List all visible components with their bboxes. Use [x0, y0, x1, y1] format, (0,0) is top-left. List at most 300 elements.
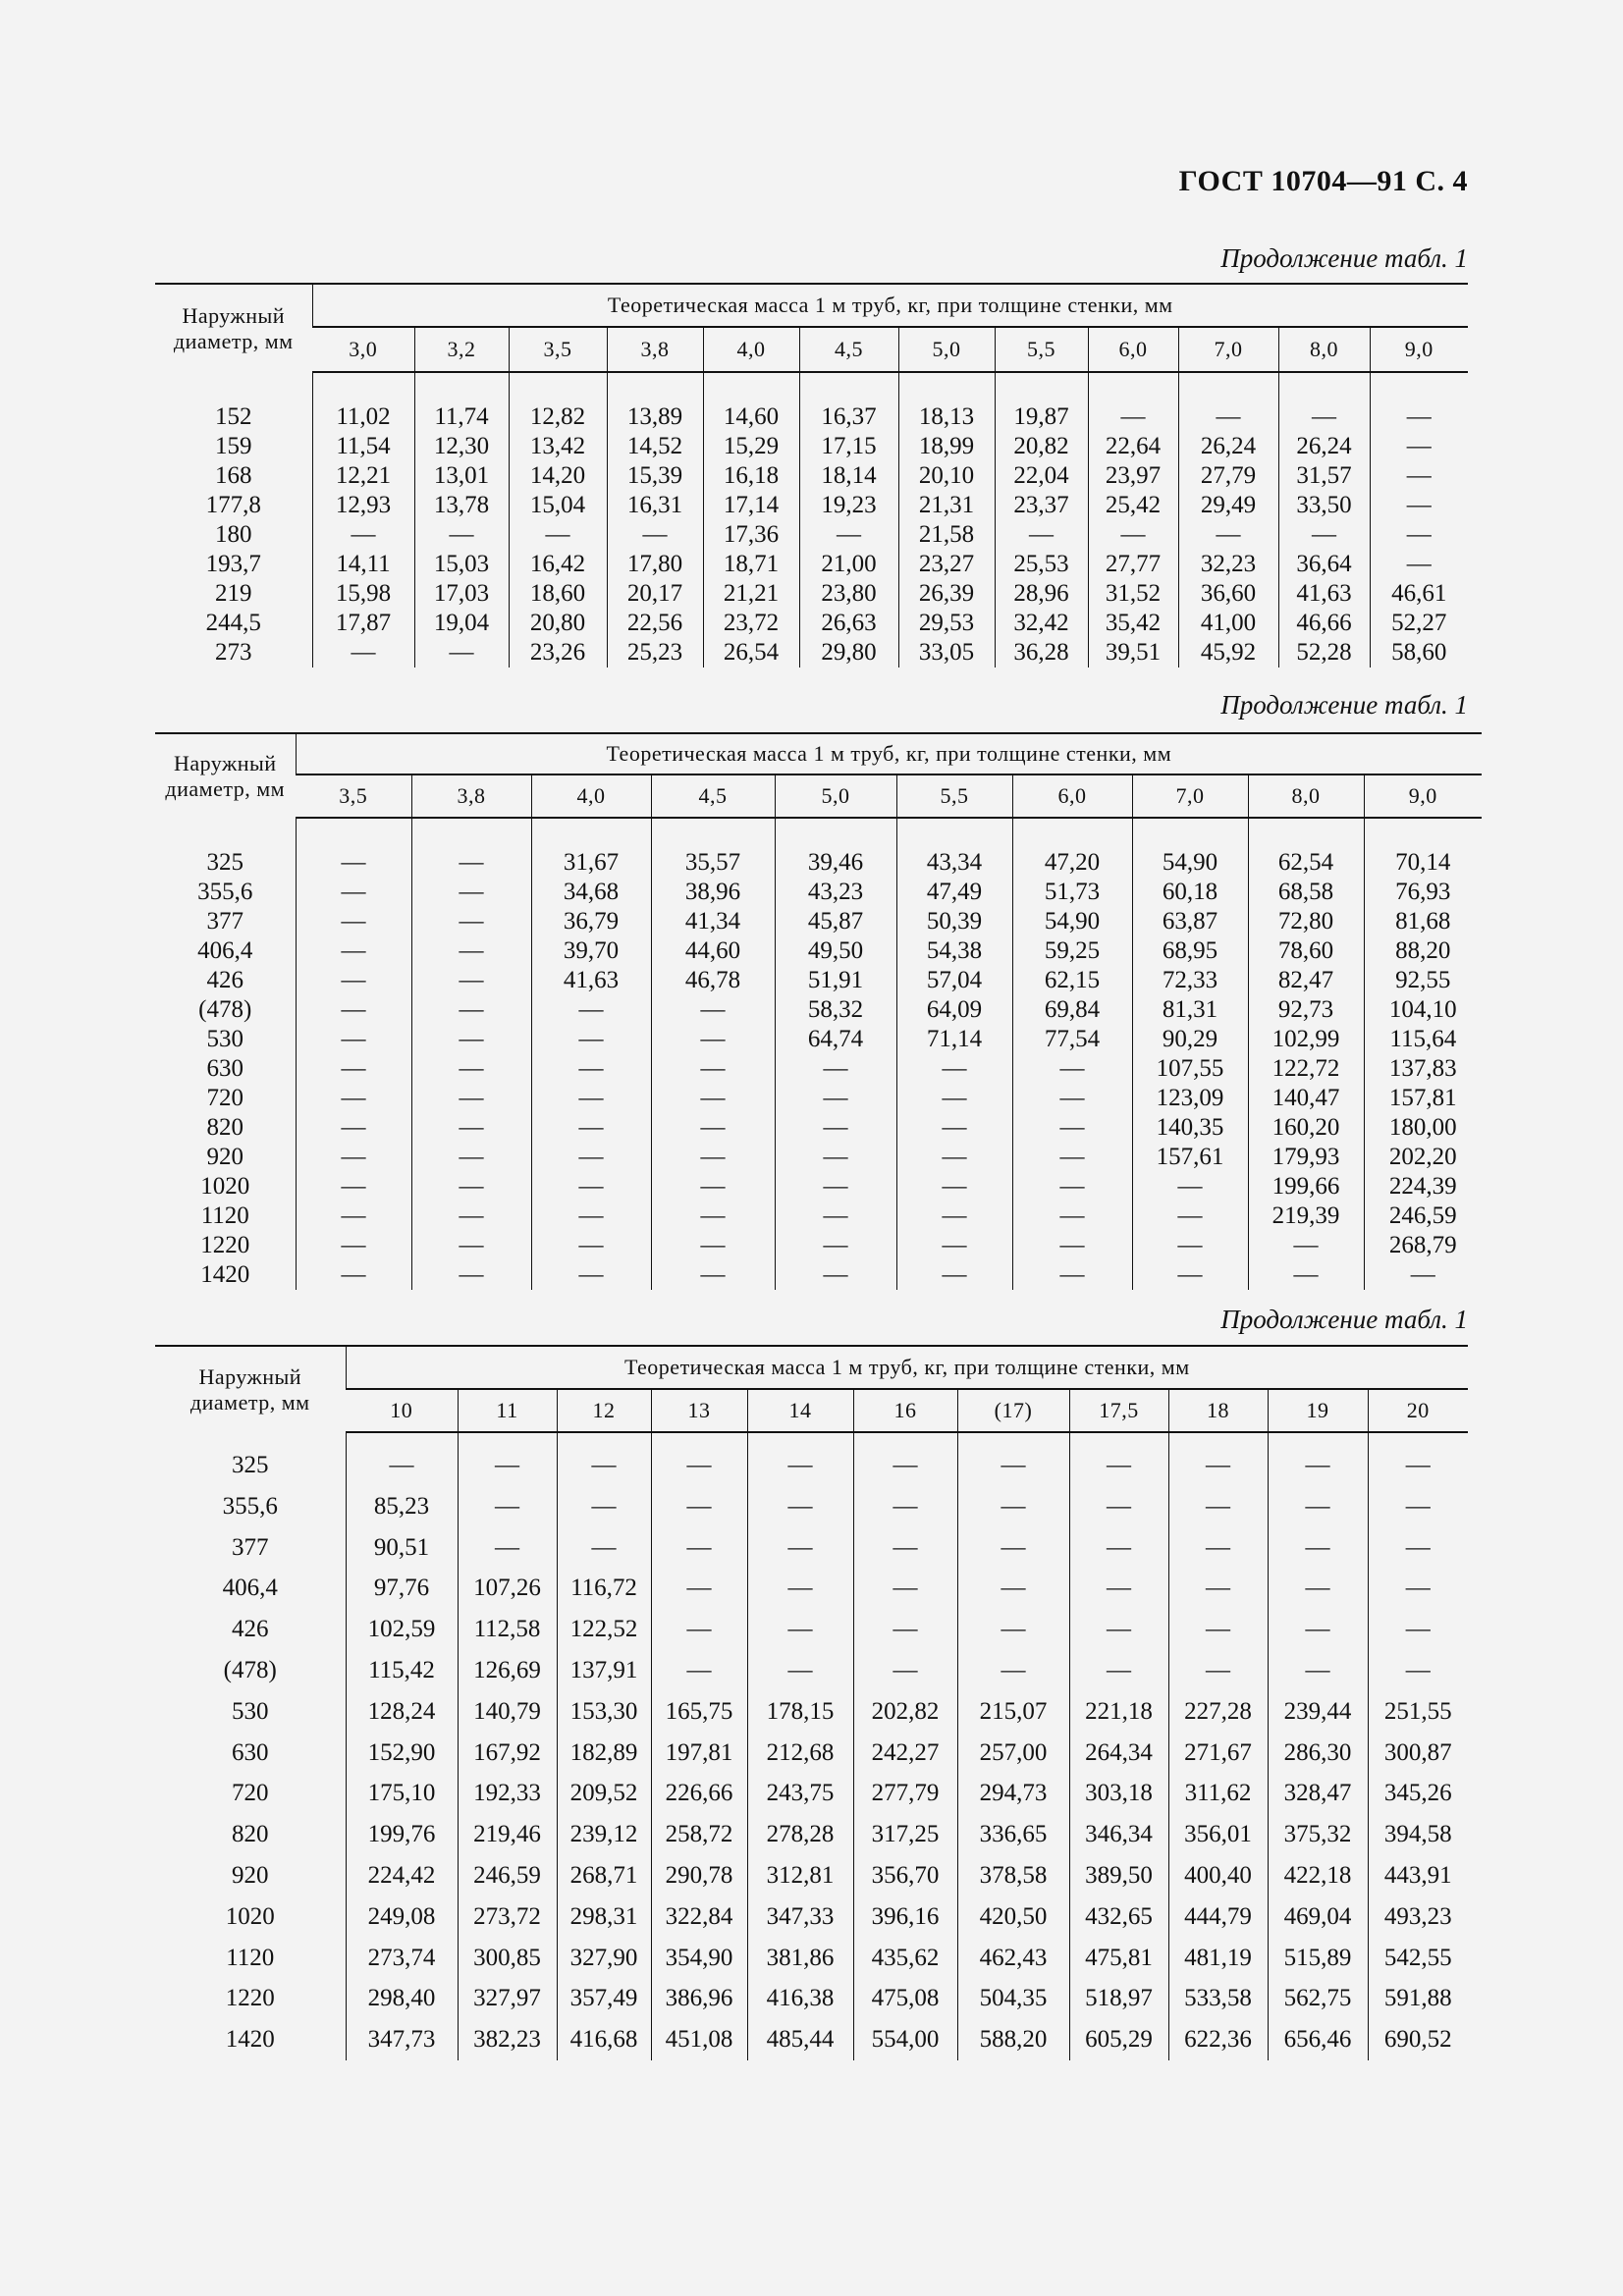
- mass-cell: 17,15: [799, 432, 898, 461]
- mass-cell: 82,47: [1248, 966, 1364, 995]
- mass-cell: 167,92: [458, 1733, 557, 1774]
- mass-cell: 29,53: [898, 609, 995, 638]
- table-row: [155, 936, 1482, 966]
- mass-cell: —: [957, 1445, 1069, 1486]
- mass-cell: 432,65: [1069, 1896, 1168, 1938]
- mass-cell: 588,20: [957, 2019, 1069, 2060]
- mass-cell: 591,88: [1368, 1978, 1468, 2019]
- mass-cell: 17,80: [607, 550, 703, 579]
- mass-cell: 33,05: [898, 638, 995, 667]
- table-row: [155, 2019, 1468, 2060]
- mass-cell: 533,58: [1168, 1978, 1268, 2019]
- mass-cell: 17,14: [703, 491, 799, 520]
- mass-cell: 60,18: [1132, 878, 1248, 907]
- mass-cell: —: [411, 1201, 531, 1231]
- mass-cell: 22,04: [995, 461, 1088, 491]
- mass-cell: 152,90: [346, 1733, 458, 1774]
- mass-cell: 290,78: [651, 1855, 747, 1896]
- mass-cell: 226,66: [651, 1773, 747, 1814]
- mass-cell: 300,87: [1368, 1733, 1468, 1774]
- mass-cell: —: [296, 966, 411, 995]
- mass-cell: —: [1368, 1568, 1468, 1609]
- mass-cell: 356,70: [853, 1855, 957, 1896]
- mass-cell: 278,28: [747, 1814, 853, 1855]
- mass-cell: —: [531, 1054, 651, 1084]
- mass-cell: —: [531, 1143, 651, 1172]
- thickness-header: 3,2: [414, 327, 509, 372]
- mass-cell: 375,32: [1268, 1814, 1368, 1855]
- mass-cell: 180,00: [1364, 1113, 1482, 1143]
- thickness-header: (17): [957, 1389, 1069, 1432]
- table-row: [155, 1527, 1468, 1569]
- table-row: [155, 638, 1468, 667]
- mass-cell: 29,49: [1178, 491, 1278, 520]
- table-row: [155, 550, 1468, 579]
- diameter-cell: 1020: [225, 1902, 275, 1930]
- mass-cell: —: [296, 848, 411, 878]
- mass-cell: 76,93: [1364, 878, 1482, 907]
- mass-cell: 357,49: [557, 1978, 651, 2019]
- thickness-header: 7,0: [1132, 774, 1248, 818]
- mass-cell: —: [296, 936, 411, 966]
- mass-cell: —: [1132, 1172, 1248, 1201]
- mass-cell: —: [1012, 1113, 1132, 1143]
- mass-cell: 46,61: [1370, 579, 1468, 609]
- mass-cell: 115,64: [1364, 1025, 1482, 1054]
- mass-cell: 182,89: [557, 1733, 651, 1774]
- mass-cell: 327,90: [557, 1938, 651, 1979]
- mass-cell: 27,77: [1088, 550, 1178, 579]
- table-row: [155, 1896, 1468, 1938]
- spacer-cell: [557, 1432, 651, 1445]
- mass-cell: 12,21: [312, 461, 414, 491]
- mass-cell: —: [312, 638, 414, 667]
- table-row: [155, 1773, 1468, 1814]
- mass-cell: —: [775, 1231, 896, 1260]
- thickness-header: 4,0: [531, 774, 651, 818]
- thickness-header: 6,0: [1088, 327, 1178, 372]
- mass-cell: 199,66: [1248, 1172, 1364, 1201]
- mass-cell: 140,35: [1132, 1113, 1248, 1143]
- spacer-cell: [1132, 818, 1248, 848]
- mass-cell: —: [1088, 520, 1178, 550]
- mass-cell: —: [414, 638, 509, 667]
- mass-cell: —: [1088, 402, 1178, 432]
- thickness-header: 3,0: [312, 327, 414, 372]
- mass-cell: 44,60: [651, 936, 775, 966]
- mass-cell: —: [1268, 1445, 1368, 1486]
- mass-cell: —: [312, 520, 414, 550]
- table-row: [155, 432, 1468, 461]
- table-row: [155, 1084, 1482, 1113]
- table-row: [155, 966, 1482, 995]
- diameter-cell: 406,4: [222, 1575, 278, 1602]
- spacer-cell: [1278, 372, 1370, 402]
- mass-cell: 347,33: [747, 1896, 853, 1938]
- mass-cell: —: [651, 1054, 775, 1084]
- mass-cell: 15,03: [414, 550, 509, 579]
- mass-cell: —: [896, 1143, 1012, 1172]
- mass-cell: —: [651, 1260, 775, 1290]
- mass-cell: —: [1012, 1054, 1132, 1084]
- spacer-cell: [1370, 372, 1468, 402]
- mass-cell: —: [1069, 1486, 1168, 1527]
- mass-cell: 347,73: [346, 2019, 458, 2060]
- mass-cell: 52,28: [1278, 638, 1370, 667]
- mass-cell: 122,52: [557, 1609, 651, 1650]
- table-row: [155, 878, 1482, 907]
- mass-cell: 345,26: [1368, 1773, 1468, 1814]
- diameter-cell: 355,6: [197, 879, 253, 905]
- mass-cell: —: [411, 848, 531, 878]
- table-row: [155, 1143, 1482, 1172]
- diameter-cell: 426: [232, 1616, 269, 1643]
- spacer-cell: [1069, 1432, 1168, 1445]
- thickness-header: 9,0: [1370, 327, 1468, 372]
- mass-cell: 504,35: [957, 1978, 1069, 2019]
- mass-cell: 17,87: [312, 609, 414, 638]
- mass-cell: 68,58: [1248, 878, 1364, 907]
- mass-cell: 31,52: [1088, 579, 1178, 609]
- mass-cell: —: [458, 1486, 557, 1527]
- mass-cell: 45,87: [775, 907, 896, 936]
- mass-cell: 175,10: [346, 1773, 458, 1814]
- mass-cell: —: [1268, 1486, 1368, 1527]
- mass-cell: 19,87: [995, 402, 1088, 432]
- mass-cell: 485,44: [747, 2019, 853, 2060]
- mass-cell: 475,08: [853, 1978, 957, 2019]
- mass-cell: 21,31: [898, 491, 995, 520]
- mass-cell: 39,46: [775, 848, 896, 878]
- thickness-header: 16: [853, 1389, 957, 1432]
- mass-cell: —: [747, 1445, 853, 1486]
- mass-cell: —: [651, 995, 775, 1025]
- mass-cell: 277,79: [853, 1773, 957, 1814]
- mass-cell: 312,81: [747, 1855, 853, 1896]
- mass-cell: 49,50: [775, 936, 896, 966]
- mass-cell: 41,34: [651, 907, 775, 936]
- mass-cell: 153,30: [557, 1691, 651, 1733]
- mass-cell: —: [853, 1527, 957, 1569]
- mass-cell: —: [896, 1201, 1012, 1231]
- table-2: [155, 732, 1482, 1290]
- mass-cell: —: [651, 1231, 775, 1260]
- table-row: [155, 1568, 1468, 1609]
- table-row: [155, 402, 1468, 432]
- mass-cell: —: [1012, 1172, 1132, 1201]
- table-row: [155, 907, 1482, 936]
- mass-cell: —: [896, 1260, 1012, 1290]
- mass-cell: 400,40: [1168, 1855, 1268, 1896]
- mass-cell: 32,42: [995, 609, 1088, 638]
- mass-cell: —: [1069, 1568, 1168, 1609]
- diameter-cell: 630: [206, 1055, 243, 1082]
- mass-cell: 26,24: [1278, 432, 1370, 461]
- mass-cell: 396,16: [853, 1896, 957, 1938]
- mass-cell: —: [296, 995, 411, 1025]
- mass-cell: 26,24: [1178, 432, 1278, 461]
- mass-cell: 36,28: [995, 638, 1088, 667]
- mass-cell: 14,60: [703, 402, 799, 432]
- mass-cell: —: [747, 1609, 853, 1650]
- table-row: [155, 1113, 1482, 1143]
- mass-cell: 39,70: [531, 936, 651, 966]
- mass-cell: 322,84: [651, 1896, 747, 1938]
- spacer-cell: [458, 1432, 557, 1445]
- mass-cell: —: [1132, 1201, 1248, 1231]
- mass-cell: —: [651, 1486, 747, 1527]
- mass-cell: 11,02: [312, 402, 414, 432]
- mass-cell: 311,62: [1168, 1773, 1268, 1814]
- mass-cell: —: [557, 1527, 651, 1569]
- mass-cell: —: [775, 1260, 896, 1290]
- mass-cell: 605,29: [1069, 2019, 1168, 2060]
- mass-cell: 33,50: [1278, 491, 1370, 520]
- mass-cell: 15,98: [312, 579, 414, 609]
- mass-cell: 41,00: [1178, 609, 1278, 638]
- mass-cell: 22,56: [607, 609, 703, 638]
- mass-cell: —: [957, 1527, 1069, 1569]
- mass-cell: —: [531, 1084, 651, 1113]
- mass-cell: —: [458, 1527, 557, 1569]
- diameter-cell: (478): [198, 996, 252, 1023]
- mass-cell: —: [896, 1113, 1012, 1143]
- mass-cell: 257,00: [957, 1733, 1069, 1774]
- mass-cell: 475,81: [1069, 1938, 1168, 1979]
- mass-cell: 78,60: [1248, 936, 1364, 966]
- mass-cell: —: [346, 1445, 458, 1486]
- mass-cell: 92,73: [1248, 995, 1364, 1025]
- spacer-cell: [411, 818, 531, 848]
- diameter-cell: 820: [232, 1821, 269, 1848]
- mass-cell: 249,08: [346, 1896, 458, 1938]
- thickness-header: 5,0: [898, 327, 995, 372]
- mass-cell: 690,52: [1368, 2019, 1468, 2060]
- mass-cell: 268,71: [557, 1855, 651, 1896]
- diameter-cell: 193,7: [205, 551, 261, 577]
- mass-cell: 239,12: [557, 1814, 651, 1855]
- mass-cell: 264,34: [1069, 1733, 1168, 1774]
- mass-cell: 386,96: [651, 1978, 747, 2019]
- mass-cell: —: [296, 1143, 411, 1172]
- mass-cell: —: [853, 1650, 957, 1691]
- mass-cell: 107,55: [1132, 1054, 1248, 1084]
- mass-cell: —: [411, 1084, 531, 1113]
- diameter-cell: 920: [232, 1861, 269, 1889]
- diameter-cell: 244,5: [205, 610, 261, 636]
- mass-cell: 303,18: [1069, 1773, 1168, 1814]
- mass-cell: 354,90: [651, 1938, 747, 1979]
- mass-cell: —: [531, 995, 651, 1025]
- mass-cell: 273,74: [346, 1938, 458, 1979]
- mass-cell: —: [1370, 402, 1468, 432]
- mass-cell: 62,15: [1012, 966, 1132, 995]
- thickness-header: 5,5: [995, 327, 1088, 372]
- mass-cell: 493,23: [1368, 1896, 1468, 1938]
- mass-cell: 378,58: [957, 1855, 1069, 1896]
- mass-cell: 271,67: [1168, 1733, 1268, 1774]
- mass-cell: 41,63: [531, 966, 651, 995]
- mass-cell: 97,76: [346, 1568, 458, 1609]
- spacer-cell: [1012, 818, 1132, 848]
- table-row: [155, 609, 1468, 638]
- mass-cell: —: [1268, 1609, 1368, 1650]
- diameter-cell: 530: [206, 1026, 243, 1052]
- mass-cell: 34,68: [531, 878, 651, 907]
- mass-cell: 197,81: [651, 1733, 747, 1774]
- table-3-caption: Продолжение табл. 1: [1220, 1305, 1468, 1334]
- diameter-column-header: Наружный диаметр, мм: [155, 284, 312, 372]
- table-row: [155, 1650, 1468, 1691]
- mass-cell: —: [651, 1609, 747, 1650]
- mass-cell: —: [957, 1568, 1069, 1609]
- spacer-cell: [509, 372, 607, 402]
- spacer-cell: [296, 818, 411, 848]
- table-row: [155, 1938, 1468, 1979]
- mass-cell: —: [995, 520, 1088, 550]
- mass-cell: 36,79: [531, 907, 651, 936]
- spacer-cell: [651, 1432, 747, 1445]
- mass-cell: —: [1278, 402, 1370, 432]
- mass-cell: 58,60: [1370, 638, 1468, 667]
- mass-cell: 28,96: [995, 579, 1088, 609]
- mass-cell: 104,10: [1364, 995, 1482, 1025]
- table-row: [155, 1978, 1468, 2019]
- mass-cell: —: [1178, 520, 1278, 550]
- mass-cell: —: [1012, 1201, 1132, 1231]
- mass-cell: 382,23: [458, 2019, 557, 2060]
- mass-cell: 36,60: [1178, 579, 1278, 609]
- mass-cell: 50,39: [896, 907, 1012, 936]
- mass-cell: —: [651, 1084, 775, 1113]
- mass-cell: —: [799, 520, 898, 550]
- mass-cell: 18,14: [799, 461, 898, 491]
- mass-cell: 51,91: [775, 966, 896, 995]
- mass-cell: —: [296, 1025, 411, 1054]
- mass-cell: —: [775, 1201, 896, 1231]
- thickness-header: 7,0: [1178, 327, 1278, 372]
- mass-cell: 298,40: [346, 1978, 458, 2019]
- spacer-cell: [1268, 1432, 1368, 1445]
- diameter-cell: 426: [206, 967, 243, 993]
- mass-cell: 25,42: [1088, 491, 1178, 520]
- table-row: [155, 1054, 1482, 1084]
- thickness-header: 5,0: [775, 774, 896, 818]
- mass-cell: 63,87: [1132, 907, 1248, 936]
- diameter-cell: 355,6: [222, 1492, 278, 1520]
- mass-cell: 59,25: [1012, 936, 1132, 966]
- mass-cell: 23,72: [703, 609, 799, 638]
- mass-cell: 18,99: [898, 432, 995, 461]
- diameter-cell: 1120: [226, 1944, 275, 1971]
- table-row: [155, 1691, 1468, 1733]
- diameter-column-header: Наружный диаметр, мм: [155, 733, 296, 818]
- mass-cell: 243,75: [747, 1773, 853, 1814]
- mass-cell: 128,24: [346, 1691, 458, 1733]
- mass-cell: 215,07: [957, 1691, 1069, 1733]
- mass-cell: —: [651, 1527, 747, 1569]
- diameter-cell: 159: [215, 433, 252, 459]
- mass-cell: —: [1178, 402, 1278, 432]
- thickness-header: 4,0: [703, 327, 799, 372]
- mass-cell: 416,38: [747, 1978, 853, 2019]
- mass-cell: 328,47: [1268, 1773, 1368, 1814]
- mass-cell: 25,53: [995, 550, 1088, 579]
- thickness-header: 3,8: [411, 774, 531, 818]
- thickness-header: 8,0: [1248, 774, 1364, 818]
- mass-cell: 18,60: [509, 579, 607, 609]
- spacer-cell: [155, 818, 296, 848]
- spacer-cell: [1364, 818, 1482, 848]
- mass-cell: 126,69: [458, 1650, 557, 1691]
- mass-cell: —: [531, 1025, 651, 1054]
- mass-cell: —: [957, 1609, 1069, 1650]
- mass-cell: 389,50: [1069, 1855, 1168, 1896]
- mass-cell: 202,20: [1364, 1143, 1482, 1172]
- mass-cell: 29,80: [799, 638, 898, 667]
- mass-cell: —: [1370, 520, 1468, 550]
- mass-cell: 23,97: [1088, 461, 1178, 491]
- thickness-header: 9,0: [1364, 774, 1482, 818]
- diameter-cell: 273: [215, 639, 252, 666]
- spacer-cell: [1088, 372, 1178, 402]
- diameter-cell: 1420: [225, 2026, 275, 2054]
- mass-cell: —: [1368, 1609, 1468, 1650]
- mass-cell: —: [411, 1113, 531, 1143]
- diameter-cell: 377: [232, 1533, 269, 1561]
- diameter-cell: 720: [232, 1780, 269, 1807]
- mass-cell: —: [651, 1025, 775, 1054]
- mass-cell: —: [1370, 491, 1468, 520]
- table-row: [155, 1201, 1482, 1231]
- mass-cell: 81,68: [1364, 907, 1482, 936]
- mass-cell: —: [775, 1172, 896, 1201]
- mass-cell: 19,23: [799, 491, 898, 520]
- mass-cell: —: [651, 1113, 775, 1143]
- mass-cell: 21,00: [799, 550, 898, 579]
- mass-cell: 140,79: [458, 1691, 557, 1733]
- mass-cell: 11,54: [312, 432, 414, 461]
- mass-cell: 21,21: [703, 579, 799, 609]
- mass-cell: 77,54: [1012, 1025, 1132, 1054]
- mass-cell: 46,78: [651, 966, 775, 995]
- mass-cell: —: [775, 1084, 896, 1113]
- mass-cell: 116,72: [557, 1568, 651, 1609]
- spacer-cell: [853, 1432, 957, 1445]
- spacer-cell: [896, 818, 1012, 848]
- mass-cell: —: [1268, 1650, 1368, 1691]
- mass-cell: —: [1364, 1260, 1482, 1290]
- mass-cell: —: [1069, 1609, 1168, 1650]
- mass-cell: —: [1069, 1445, 1168, 1486]
- page-header: ГОСТ 10704—91 С. 4: [1178, 165, 1468, 197]
- mass-cell: —: [411, 878, 531, 907]
- mass-cell: 20,10: [898, 461, 995, 491]
- table-1-caption: Продолжение табл. 1: [1220, 243, 1468, 273]
- thickness-header: 3,5: [296, 774, 411, 818]
- mass-cell: —: [853, 1568, 957, 1609]
- mass-cell: —: [775, 1054, 896, 1084]
- diameter-cell: 325: [206, 849, 243, 876]
- mass-cell: 85,23: [346, 1486, 458, 1527]
- table-row: [155, 1486, 1468, 1527]
- mass-cell: 221,18: [1069, 1691, 1168, 1733]
- mass-cell: —: [1368, 1527, 1468, 1569]
- mass-cell: 23,26: [509, 638, 607, 667]
- mass-cell: —: [607, 520, 703, 550]
- spacer-cell: [775, 818, 896, 848]
- thickness-header: 10: [346, 1389, 458, 1432]
